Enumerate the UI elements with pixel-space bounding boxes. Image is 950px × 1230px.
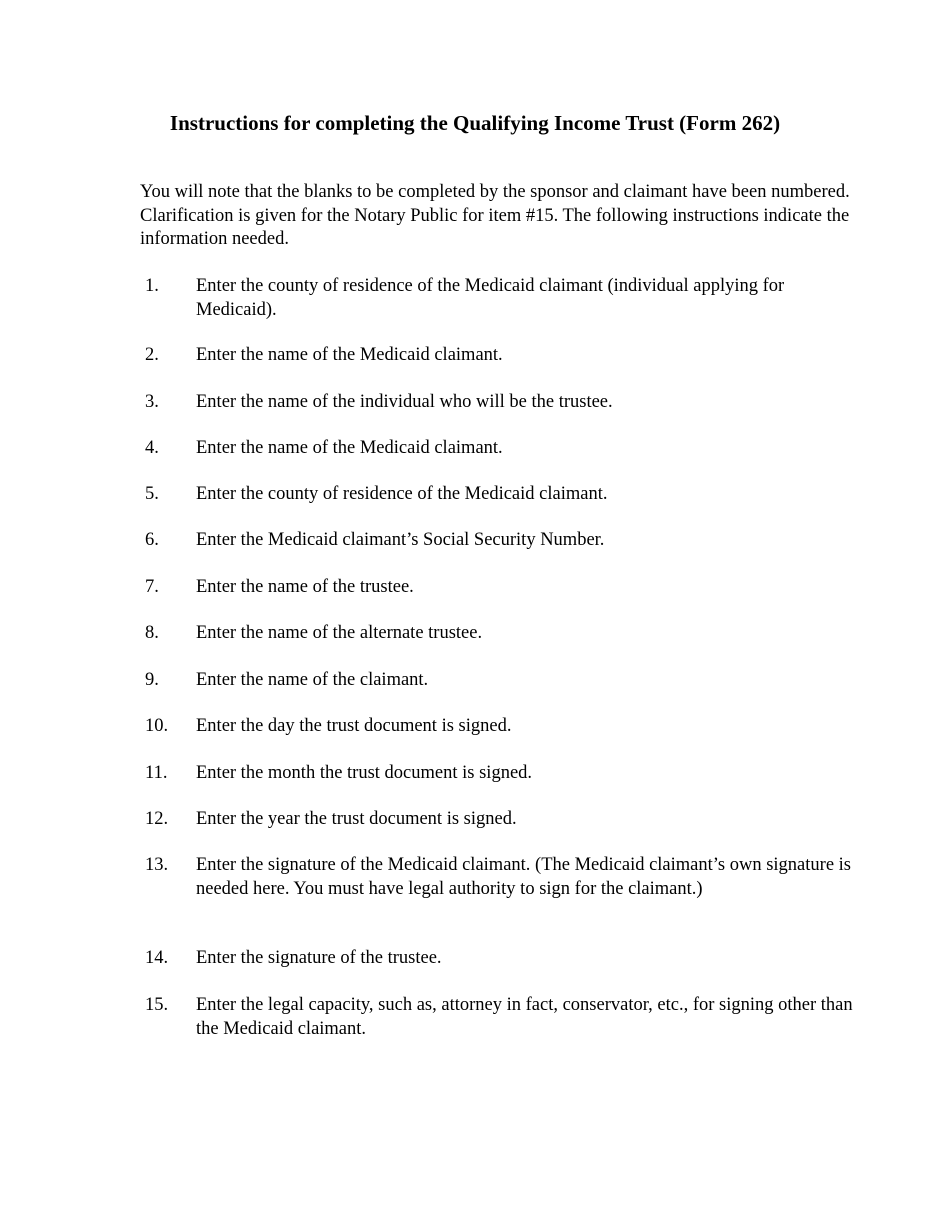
- item-text: Enter the signature of the trustee.: [196, 948, 442, 968]
- item-text: Enter the name of the Medicaid claimant.: [196, 438, 503, 458]
- item-number: 2.: [145, 345, 159, 365]
- item-text: Enter the Medicaid claimant’s Social Security Number.: [196, 530, 605, 550]
- item-text: Enter the year the trust document is signed.: [196, 809, 517, 829]
- item-text: Enter the name of the alternate trustee.: [196, 623, 483, 643]
- item-text: Enter the name of the Medicaid claimant.: [196, 345, 503, 365]
- item-text: Enter the day the trust document is signed.: [196, 716, 512, 736]
- item-number: 12.: [145, 809, 169, 829]
- item-text: Enter the county of residence of the Medicaid claimant.: [196, 484, 608, 504]
- item-number: 11.: [145, 763, 168, 783]
- item-text: Enter the month the trust document is signed.: [196, 763, 533, 783]
- item-text: Enter the name of the trustee.: [196, 577, 414, 597]
- item-number: 7.: [145, 577, 159, 597]
- item-text: Enter the name of the individual who will be the trustee.: [196, 392, 613, 412]
- item-number: 5.: [145, 484, 159, 504]
- page-title: Instructions for completing the Qualifying Income Trust (Form 262): [169, 111, 781, 135]
- item-number: 6.: [145, 530, 159, 550]
- item-number: 4.: [145, 438, 159, 458]
- item-number: 3.: [145, 392, 159, 412]
- item-text: Enter the legal capacity, such as, attorney in fact, conservator, etc., for signing other than the Medicaid claimant.: [196, 995, 853, 1039]
- item-number: 15.: [145, 995, 169, 1015]
- item-number: 8.: [145, 623, 159, 643]
- item-text: Enter the signature of the Medicaid claimant. (The Medicaid claimant’s own signature is needed here. You must have legal authority to sign for the claimant.): [196, 855, 851, 899]
- item-number: 9.: [145, 670, 159, 690]
- item-text: Enter the name of the claimant.: [196, 670, 429, 690]
- item-number: 13.: [145, 855, 169, 875]
- intro-paragraph: You will note that the blanks to be completed by the sponsor and claimant have been numbered. Clarification is given for the Notary Public for item #15. The following instructions indicate the information needed.: [140, 182, 850, 249]
- item-number: 1.: [145, 276, 159, 296]
- item-number: 14.: [145, 948, 169, 968]
- item-number: 10.: [145, 716, 169, 736]
- item-text: Enter the county of residence of the Medicaid claimant (individual applying for Medicaid).: [196, 276, 785, 320]
